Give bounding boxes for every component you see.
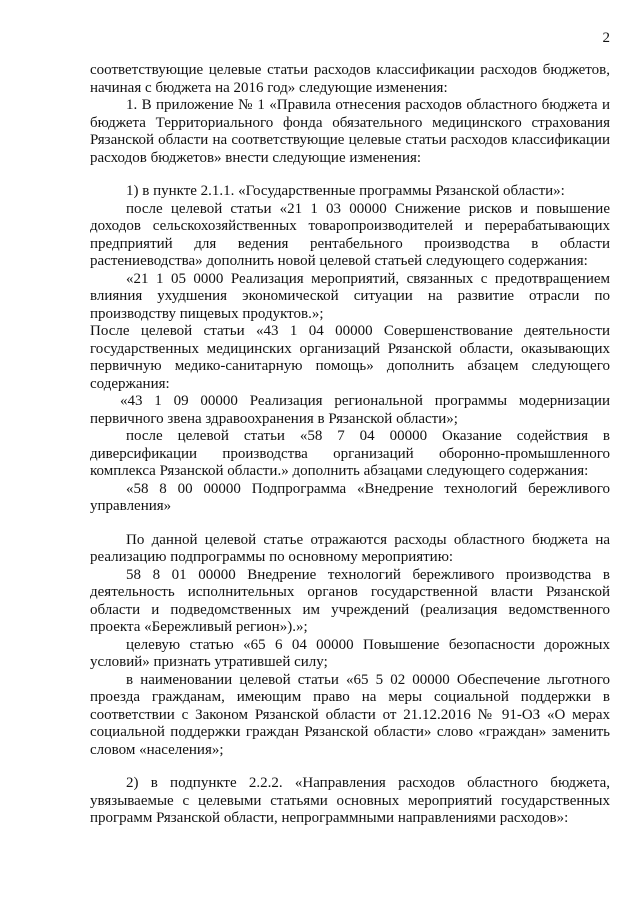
paragraph-amendment-58-7-04: после целевой статьи «58 7 04 00000 Оказание содействия в диверсификации производства организаций оборонно-промышленного комплекса Рязанской области.» дополнить абзацами следующего содержания: bbox=[90, 428, 610, 479]
paragraph-new-58-8-00: «58 8 00 00000 Подпрограмма «Внедрение технологий бережливого управления» bbox=[90, 480, 610, 514]
paragraph-amendment-43-1-04: После целевой статьи «43 1 04 00000 Совершенствование деятельности государственных медицинских организаций Рязанской области, оказывающих первичную медико-санитарную помощь» дополнить абзацем следующего содержания: bbox=[90, 323, 610, 392]
page-number: 2 bbox=[602, 30, 610, 46]
paragraph-rename-65-5-02: в наименовании целевой статьи «65 5 02 00000 Обеспечение льготного проезда гражданам, имеющим право на меры социальной поддержки в соответствии с Законом Рязанской области от 21.12.2016 № 91-ОЗ «О мерах социальной поддержки граждан Рязанской области» слово «граждан» заменить словом «населения»; bbox=[90, 671, 610, 758]
paragraph-target-description: По данной целевой статье отражаются расходы областного бюджета на реализацию подпрограммы по основному мероприятию: bbox=[90, 531, 610, 565]
paragraph-amendment-21-1-03: после целевой статьи «21 1 03 00000 Снижение рисков и повышение доходов сельскохозяйственных товаропроизводителей и перерабатывающих предприятий для ведения рентабельного производства в области растениеводства» дополнить новой целевой статьей следующего содержания: bbox=[90, 200, 610, 269]
paragraph-subitem-2: 2) в подпункте 2.2.2. «Направления расходов областного бюджета, увязываемые с целевыми статьями основных мероприятий государственных программ Рязанской области, непрограммными направлениями расходов»: bbox=[90, 775, 610, 826]
paragraph-intro: соответствующие целевые статьи расходов классификации расходов бюджетов, начиная с бюджета на 2016 год» следующие изменения: bbox=[90, 62, 610, 96]
document-body bbox=[90, 62, 610, 828]
paragraph-new-21-1-05: «21 1 05 0000 Реализация мероприятий, связанных с предотвращением влияния ухудшения экономической ситуации на развитие отрасли по производству пищевых продуктов.»; bbox=[90, 270, 610, 322]
paragraph-subitem-1: 1) в пункте 2.1.1. «Государственные программы Рязанской области»: bbox=[126, 183, 565, 199]
paragraph-58-8-01: 58 8 01 00000 Внедрение технологий бережливого производства в деятельность исполнительных органов государственной власти Рязанской области и подведомственных им учреждений (реализация ведомственного проекта «Бережливый регион»).»; bbox=[90, 566, 610, 635]
paragraph-item-1: 1. В приложение № 1 «Правила отнесения расходов областного бюджета и бюджета Территориального фонда обязательного медицинского страхования Рязанской области на соответствующие целевые статьи расходов классификации расходов бюджетов» внести следующие изменения: bbox=[90, 97, 610, 166]
paragraph-repeal-65-6-04: целевую статью «65 6 04 00000 Повышение безопасности дорожных условий» признать утратившей силу; bbox=[90, 636, 610, 670]
paragraph-new-43-1-09: «43 1 09 00000 Реализация региональной программы модернизации первичного звена здравоохранения в Рязанской области»; bbox=[90, 393, 610, 427]
